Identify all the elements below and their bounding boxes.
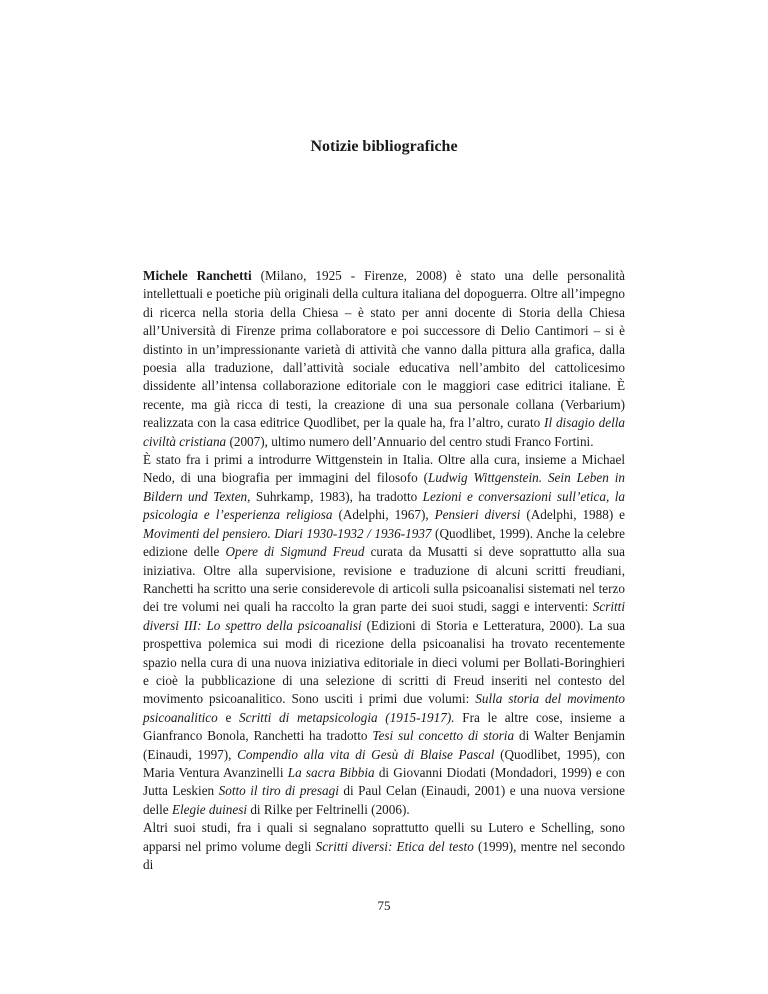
paragraph-3 bbox=[143, 819, 625, 874]
body-text bbox=[143, 267, 625, 874]
text-run: Il disagio della civiltà cristiana bbox=[143, 415, 625, 449]
paragraph-1 bbox=[143, 267, 625, 451]
paragraph-2 bbox=[143, 451, 625, 819]
text-run: (1999), mentre nel secondo di bbox=[143, 838, 625, 872]
text-run: Elegie duinesi bbox=[171, 801, 248, 817]
text-run: (Quodlibet, 1995), con Maria Ventura Avanzinelli bbox=[143, 746, 625, 780]
text-run: di Walter Benjamin (Einaudi, 1997), bbox=[143, 728, 625, 762]
text-run: Ludwig Wittgenstein. Sein Leben in Bildern und Texten, bbox=[143, 470, 625, 504]
text-run: Pensieri diversi bbox=[434, 507, 521, 523]
text-run: Opere di Sigmund Freud bbox=[225, 544, 365, 560]
text-run: (Adelphi, 1967), bbox=[332, 507, 435, 523]
text-run: Tesi sul concetto di storia bbox=[372, 728, 515, 744]
text-run: di Giovanni Diodati (Mondadori, 1999) e con Jutta Leskien bbox=[143, 764, 625, 799]
text-run: Sotto il tiro di presagi bbox=[218, 783, 339, 799]
text-run: Suhrkamp, 1983), ha tradotto bbox=[250, 488, 423, 504]
text-run: e bbox=[217, 709, 240, 725]
text-run: Fra le altre cose, insieme a Gianfranco Bonola, Ranchetti ha tradotto bbox=[143, 709, 626, 744]
text-run: Scritti di metapsicologia (1915-1917). bbox=[239, 709, 455, 725]
text-run: È stato fra i primi a introdurre Wittgenstein in Italia. Oltre alla cura, insieme a Michael Nedo, di una biografia per immagini del filosofo ( bbox=[143, 452, 625, 486]
text-run: Michele Ranchetti bbox=[143, 268, 252, 283]
text-run: Sulla storia del movimento psicoanalitico bbox=[143, 691, 625, 725]
text-run: Scritti diversi: Etica del testo bbox=[315, 838, 474, 854]
text-run: Lezioni e conversazioni sull’etica, la psicologia e l’esperienza religiosa bbox=[143, 488, 625, 523]
page-number: 75 bbox=[377, 898, 391, 913]
text-run: (Quodlibet, 1999). Anche la celebre edizione delle bbox=[143, 525, 625, 560]
text-run: Scritti diversi III: Lo spettro della psicoanalisi bbox=[143, 599, 625, 633]
text-run: (Adelphi, 1988) e bbox=[520, 507, 626, 523]
text-run: curata da Musatti si deve soprattutto alla sua iniziativa. Oltre alla supervisione, revisione e traduzione di alcuni scritti freudiani, Ranchetti ha scritto una serie considerevole di articoli sulla psicoanalisi sistemati nel terzo dei tre volumi nei quali ha raccolto la gran parte dei suoi studi, saggi e interventi: bbox=[143, 544, 625, 615]
text-run: di Paul Celan (Einaudi, 2001) e una nuova versione delle bbox=[143, 783, 625, 817]
text-run: (Edizioni di Storia e Letteratura, 2000). La sua prospettiva polemica sui modi di ricezione della psicoanalisi ha trovato recentemente spazio nella cura di una nuova iniziativa editoriale in dieci volumi per Bollati-Boringhieri e cioè la pubblicazione di una selezione di scritti di Freud inseriti nel contesto del movimento psicoanalitico. Sono usciti i primi due volumi: bbox=[143, 617, 626, 707]
page-title: Notizie bibliografiche bbox=[310, 138, 458, 155]
text-run: (Milano, 1925 - Firenze, 2008) è stato una delle personalità intellettuali e poetiche più originali della cultura italiana del dopoguerra. Oltre all’impegno di ricerca nella storia della Chiesa – è stato per anni docente di Storia della Chiesa all’Università di Firenze prima collaboratore e poi successore di Delio Cantimori – si è distinto in un’impressionante varietà di attività che vanno dalla pittura alla grafica, dalla poesia alla traduzione, dall’attività sociale educativa nell’ambito del cattolicesimo dissidente all’intensa collaborazione editoriale con le maggiori case editrici italiane. È recente, ma già ricca di testi, la creazione di una sua personale collana (Verbarium) realizzata con la casa editrice Quodlibet, per la quale ha, fra l’altro, curato bbox=[143, 268, 625, 431]
text-run: (2007), ultimo numero dell’Annuario del centro studi Franco Fortini. bbox=[226, 433, 594, 449]
text-run: Compendio alla vita di Gesù di Blaise Pascal bbox=[237, 746, 495, 762]
text-run: La sacra Bibbia bbox=[287, 764, 375, 780]
text-run: Movimenti del pensiero. Diari 1930-1932 / 1936-1937 bbox=[143, 525, 432, 541]
text-run: Altri suoi studi, fra i quali si segnalano soprattutto quelli su Lutero e Schelling, sono apparsi nel primo volume degli bbox=[143, 820, 625, 854]
text-run: di Rilke per Feltrinelli (2006). bbox=[247, 801, 410, 817]
